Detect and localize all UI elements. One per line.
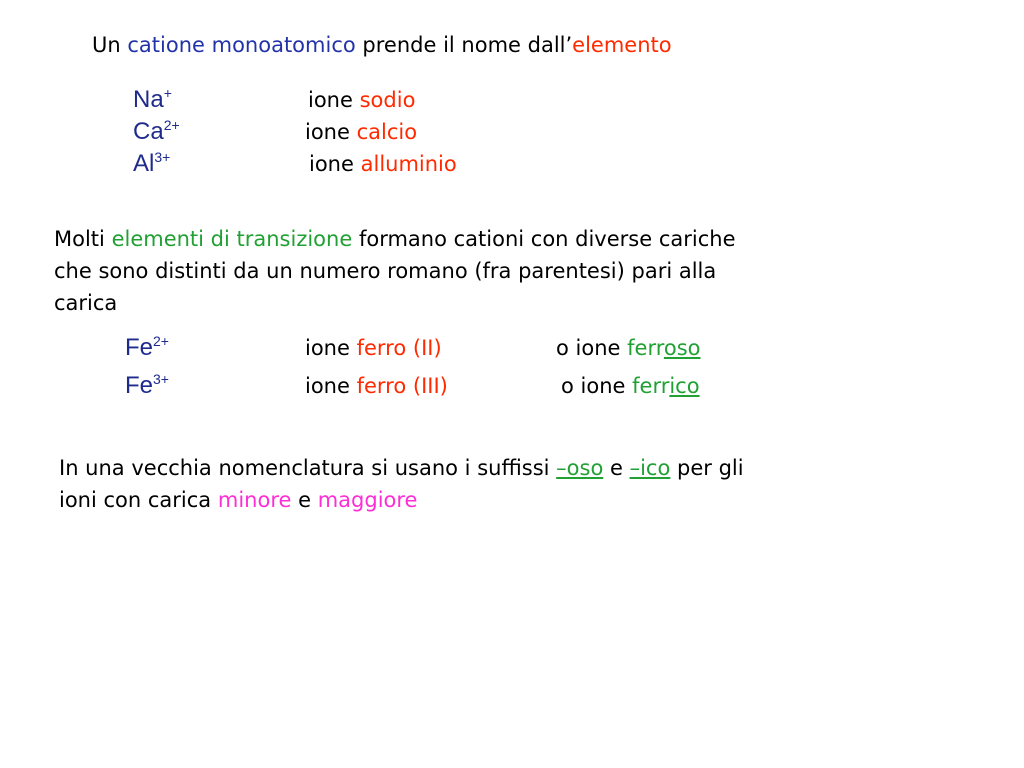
ion-name-na xyxy=(308,87,415,113)
ion-charge: 2+ xyxy=(153,333,169,349)
nomenclature-line2-prefix: ioni con carica xyxy=(59,488,212,512)
transition-highlight: elementi di transizione xyxy=(111,227,353,251)
charge-minor: minore xyxy=(217,488,292,512)
intro-line xyxy=(92,32,672,58)
ion-symbol-fe2: $Fe^{2+}$ xyxy=(125,333,169,361)
ion-name-fe3 xyxy=(305,373,448,399)
ion-alt-stem: ferroso xyxy=(627,336,701,360)
ion-word: ione xyxy=(305,374,350,398)
ion-name-ca xyxy=(305,119,417,145)
ion-element-name: ferro (III) xyxy=(356,374,448,398)
conjunction: e xyxy=(298,488,312,512)
ion-element-name: calcio xyxy=(356,120,418,144)
suffix-ico: –ico xyxy=(629,456,671,480)
transition-line-1 xyxy=(54,226,736,252)
ion-alt-stem: ferrico xyxy=(632,374,700,398)
ion-element-name: alluminio xyxy=(360,152,457,176)
ion-charge: + xyxy=(163,85,172,101)
ion-word: ione xyxy=(309,152,354,176)
ion-name-al xyxy=(309,151,457,177)
ion-word: ione xyxy=(308,88,353,112)
transition-line-2: che sono distinti da un numero romano (fra parentesi) pari alla xyxy=(54,259,717,283)
nomenclature-line-2 xyxy=(59,487,417,513)
ion-symbol-al: $Al^{3+}$ xyxy=(133,149,171,177)
nomenclature-line-1 xyxy=(59,455,744,481)
intro-end: elemento xyxy=(572,33,672,57)
ion-word: ione xyxy=(305,336,350,360)
suffix-oso: –oso xyxy=(556,456,604,480)
ion-element-name: ferro (II) xyxy=(356,336,442,360)
ion-alt-name-fe2 xyxy=(556,335,701,361)
ion-alt-suffix: ico xyxy=(669,374,700,398)
transition-line-3: carica xyxy=(54,291,118,315)
transition-prefix: Molti xyxy=(54,227,105,251)
ion-symbol-na: Na+ xyxy=(133,85,172,113)
ion-symbol-fe3: $Fe^{3+}$ xyxy=(125,371,169,399)
ion-alt-suffix: oso xyxy=(663,336,701,360)
ion-word: ione xyxy=(305,120,350,144)
ion-charge: 3+ xyxy=(154,149,171,165)
ion-alt-word: o ione xyxy=(556,336,621,360)
ion-charge: 2+ xyxy=(163,117,180,133)
ion-alt-word: o ione xyxy=(561,374,626,398)
ion-charge: 3+ xyxy=(153,371,169,387)
transition-suffix: formano cationi con diverse cariche xyxy=(358,227,736,251)
intro-middle: prende il nome dall’ xyxy=(362,33,573,57)
nomenclature-line1-end: per gli xyxy=(677,456,744,480)
ion-symbol-ca: $Ca^{2+}$ xyxy=(133,117,180,145)
intro-prefix: Un xyxy=(92,33,121,57)
conjunction: e xyxy=(609,456,623,480)
ion-name-fe2 xyxy=(305,335,442,361)
ion-element-name: sodio xyxy=(359,88,416,112)
charge-major: maggiore xyxy=(317,488,418,512)
nomenclature-prefix: In una vecchia nomenclatura si usano i suffissi xyxy=(59,456,550,480)
ion-alt-name-fe3 xyxy=(561,373,700,399)
intro-highlight: catione monoatomico xyxy=(127,33,356,57)
